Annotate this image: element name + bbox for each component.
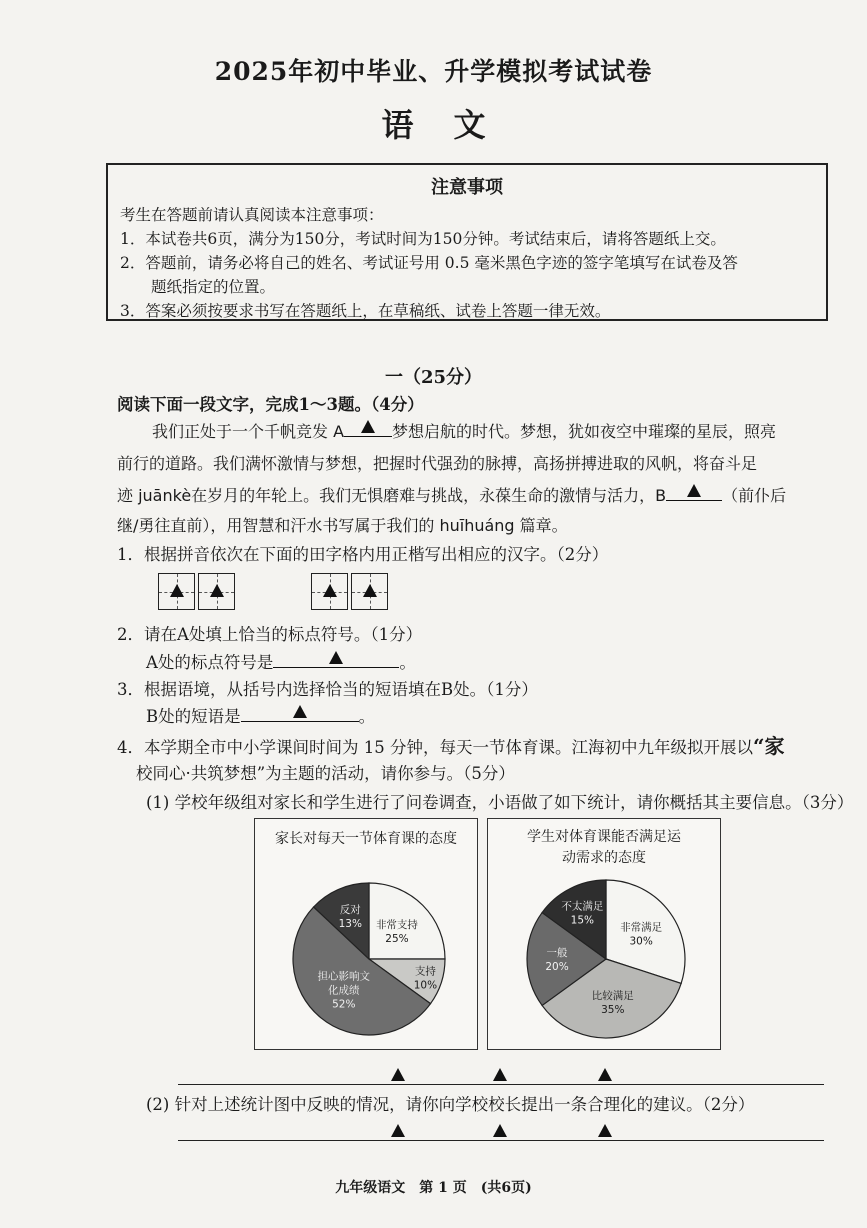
pie-value-label: 52% [332,998,356,1011]
question-4-sub2: (2) 针对上述统计图中反映的情况，请你向学校校长提出一条合理化的建议。（2分） [146,1095,755,1114]
pie-category-label: 一般 [546,947,568,959]
passage-text: 迹 juānkè在岁月的年轮上。我们无惧磨难与挑战，永葆生命的激情与活力，B [117,486,667,505]
notice-line: 3．答案必须按要求书写在答题纸上，在草稿纸、试卷上答题一律无效。 [120,302,611,320]
triangle-icon [391,1124,405,1137]
triangle-icon [687,484,701,497]
chart-students [487,818,721,1050]
triangle-icon [598,1124,612,1137]
pie-category-label: 担心影响文 [317,970,371,983]
notice-line: 考生在答题前请认真阅读本注意事项： [120,206,384,224]
pie-category-label: 非常支持 [375,919,418,932]
question-4 [117,733,785,761]
reading-instruction: 阅读下面一段文字，完成1～3题。（4分） [117,395,424,414]
question-3: 3．根据语境，从括号内选择恰当的短语填在B处。（1分） [117,680,538,699]
answer-line [178,1140,824,1141]
pie-category-label: 非常满足 [620,921,663,934]
triangle-icon [363,584,377,597]
notice-box [106,163,828,321]
question-4-text: 4．本学期全市中小学课间时间为 15 分钟，每天一节体育课。江海初中九年级拟开展以 [117,738,753,757]
answer-line-b [146,703,375,730]
blank-a-answer [273,649,399,668]
triangle-icon [323,584,337,597]
triangle-icon [170,584,184,597]
pie-value-label: 15% [570,914,595,927]
triangle-icon [493,1068,507,1081]
answer-prefix: B处的短语是 [146,707,241,726]
tianzige-box [311,573,348,610]
triangle-icon [493,1124,507,1137]
question-4-line2: 校同心·共筑梦想”为主题的活动，请你参与。（5分） [136,764,515,783]
pie-category-label: 化成绩 [328,984,360,997]
triangle-icon [598,1068,612,1081]
question-1: 1．根据拼音依次在下面的田字格内用正楷写出相应的汉字。（2分） [117,545,609,564]
passage-line: 前行的道路。我们满怀激情与梦想，把握时代强劲的脉搏，高扬拼搏进取的风帆，将奋斗足 [117,454,758,473]
pie-category-label: 支持 [414,965,436,978]
blank-a [344,418,392,437]
chart-title-text: 学生对体育课能否满足运动需求的态度 [527,829,681,866]
pie-category-label: 比较满足 [591,989,634,1002]
pie-value-label: 20% [545,961,569,973]
pie-value-label: 35% [601,1003,625,1016]
triangle-icon [210,584,224,597]
question-4-quote: “家 [752,734,785,758]
subject-title: 语文 [381,106,526,144]
notice-line: 题纸指定的位置。 [120,278,276,296]
answer-prefix: A处的标点符号是 [146,653,274,672]
blank-b-answer [241,703,359,722]
pie-category-label: 不太满足 [561,900,604,913]
blank-b [666,482,722,501]
tianzige-box [351,573,388,610]
page-footer: 九年级语文 第 1 页 (共6页) [335,1180,532,1196]
pie-value-label: 10% [413,979,438,992]
answer-suffix: 。 [399,653,416,672]
passage-line [152,416,776,448]
pie-value-label: 30% [629,935,653,948]
question-4-sub1: (1) 学校年级组对家长和学生进行了问卷调查，小语做了如下统计，请你概括其主要信息。（3分） [146,793,854,812]
tianzige-box [198,573,235,610]
answer-line [178,1084,824,1085]
answer-line-a [146,649,416,676]
chart-parents [254,818,478,1050]
notice-line: 2．答题前，请务必将自己的姓名、考试证号用 0.5 毫米黑色字迹的签字笔填写在试卷及答 [120,254,738,272]
tianzige-box [158,573,195,610]
pie-value-label: 13% [338,917,362,930]
notice-line: 1．本试卷共6页，满分为150分，考试时间为150分钟。考试结束后，请将答题纸上交。 [120,230,726,248]
pie-category-label: 反对 [339,903,361,916]
triangle-icon [391,1068,405,1081]
triangle-icon [293,705,307,718]
passage-line: 继/勇往直前），用智慧和汗水书写属于我们的 huīhuáng 篇章。 [117,516,568,535]
passage-text: 梦想启航的时代。梦想，犹如夜空中璀璨的星辰，照亮 [392,422,777,441]
section-title: 一（25分） [384,367,483,388]
pie-value-label: 25% [385,933,409,946]
passage-line [117,480,786,512]
pie-chart-students [488,819,719,1048]
passage-text: 我们正处于一个千帆竞发 A [152,422,345,441]
answer-suffix: 。 [358,707,376,726]
question-2: 2．请在A处填上恰当的标点符号。（1分） [117,625,423,644]
triangle-icon [329,651,343,664]
notice-title: 注意事项 [431,177,503,198]
pie-chart-parents [255,819,476,1048]
exam-title: 2025年初中毕业、升学模拟考试试卷 [214,57,653,86]
chart-title: 家长对每天一节体育课的态度 [275,831,457,847]
passage-text: （前仆后 [722,486,787,505]
triangle-icon [361,420,375,433]
